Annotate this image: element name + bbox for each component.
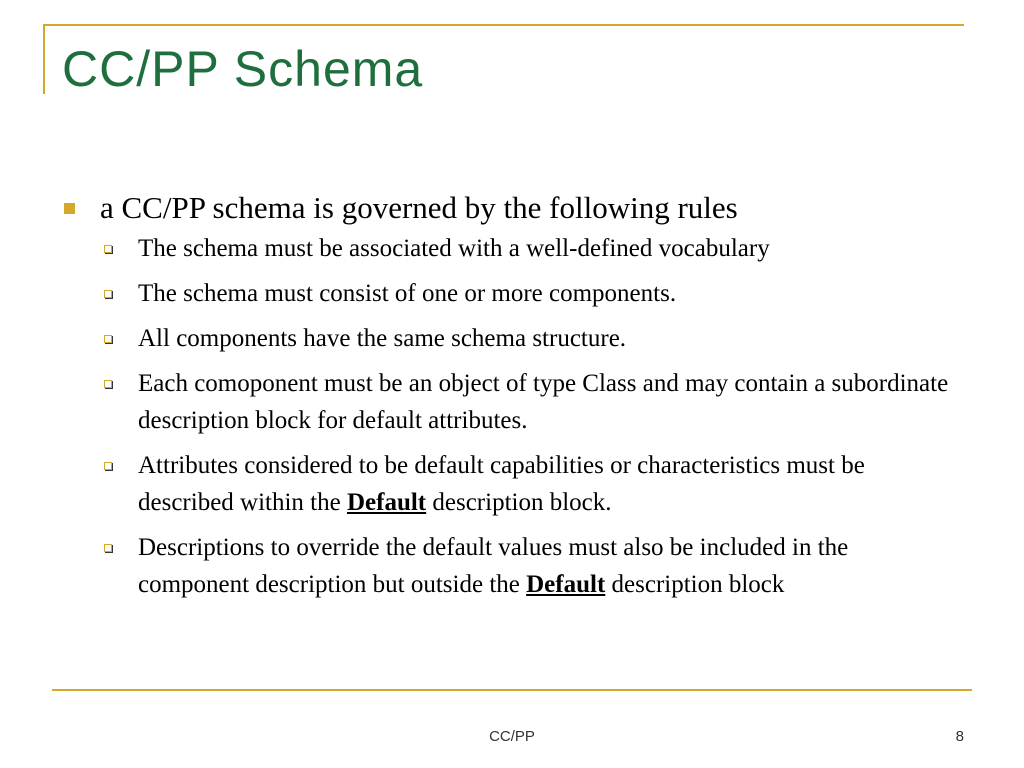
emphasis-default: Default: [526, 571, 606, 598]
sub-bullet-text: The schema must be associated with a well-defined vocabulary: [138, 235, 770, 262]
hollow-square-bullet-icon: [104, 380, 112, 388]
sub-bullet: [62, 230, 962, 267]
sub-bullet-text-after: description block.: [426, 489, 612, 516]
frame-top-rule: [43, 24, 964, 26]
hollow-square-bullet-icon: [104, 290, 112, 298]
sub-bullet-text-after: description block: [605, 571, 785, 598]
slide-content: [62, 188, 962, 611]
sub-bullet-list: [62, 230, 962, 603]
sub-bullet-text-before: Attributes considered to be default capabilities or characteristics must be described within the: [138, 452, 865, 516]
footer-rule: [52, 689, 972, 691]
sub-bullet-text: Each comoponent must be an object of type Class and may contain a subordinate description block for default attributes.: [138, 370, 949, 434]
emphasis-default: Default: [346, 489, 427, 516]
frame-left-rule: [43, 24, 45, 94]
footer-label: CC/PP: [489, 728, 535, 745]
sub-bullet: [62, 529, 962, 603]
sub-bullet-text-before: Descriptions to override the default values must also be included in the component description but outside the: [138, 534, 849, 598]
hollow-square-bullet-icon: [104, 544, 112, 552]
sub-bullet: [62, 447, 962, 521]
bullet-level-1: [62, 188, 962, 228]
hollow-square-bullet-icon: [104, 335, 112, 343]
hollow-square-bullet-icon: [104, 245, 112, 253]
sub-bullet-text: All components have the same schema structure.: [138, 325, 627, 352]
page-number: 8: [955, 728, 964, 745]
bullet-text: a CC/PP schema is governed by the following rules: [100, 190, 738, 225]
slide-title: CC/PP Schema: [62, 41, 424, 97]
hollow-square-bullet-icon: [104, 462, 112, 470]
sub-bullet: [62, 275, 962, 312]
sub-bullet: [62, 320, 962, 357]
square-bullet-icon: [64, 203, 75, 214]
sub-bullet-text: The schema must consist of one or more components.: [138, 280, 677, 307]
sub-bullet: [62, 365, 962, 439]
